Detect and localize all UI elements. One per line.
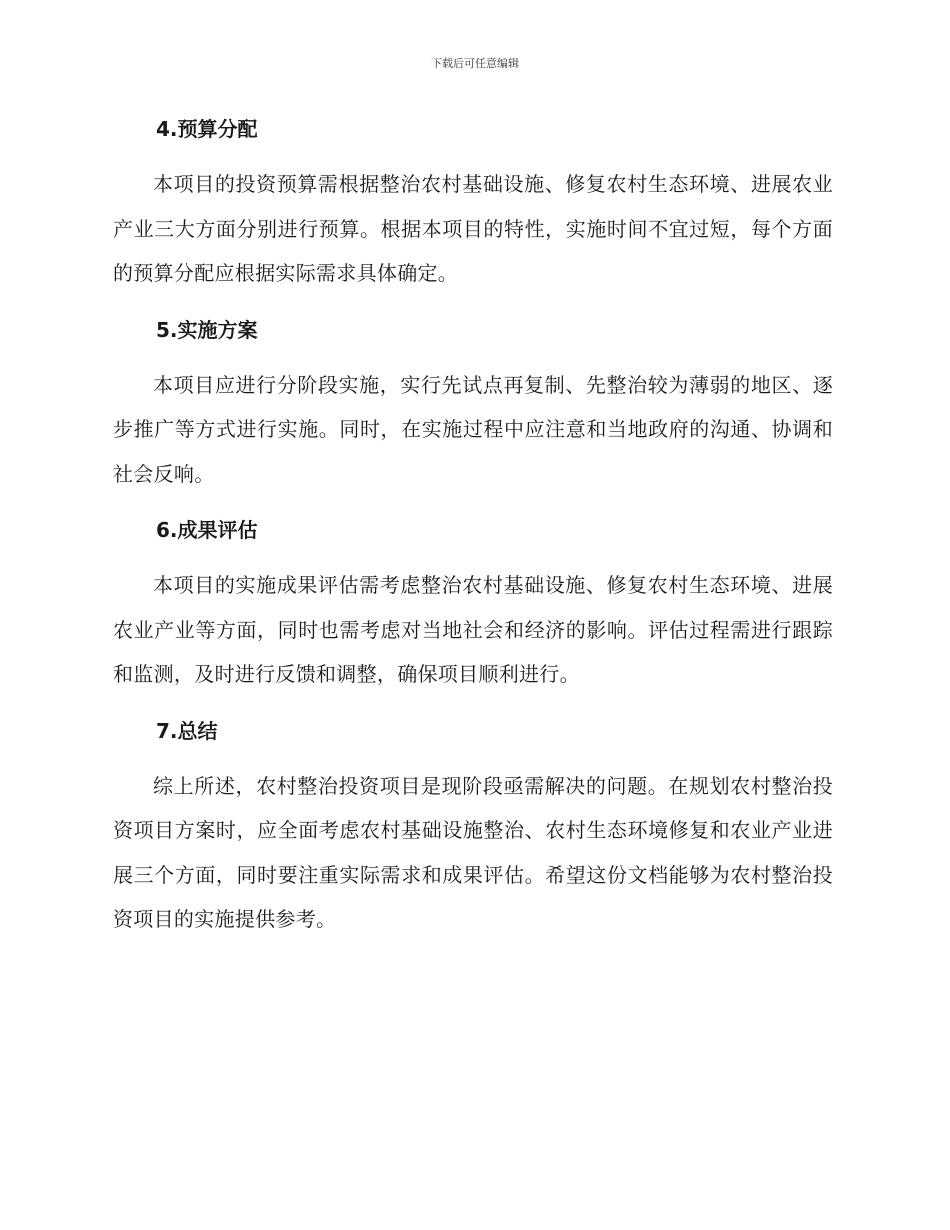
section-body-implementation: 本项目应进行分阶段实施，实行先试点再复制、先整治较为薄弱的地区、逐步推广等方式进行实施。同时，在实施过程中应注意和当地政府的沟通、协调和社会反响。 xyxy=(113,372,833,486)
section-body-evaluation: 本项目的实施成果评估需考虑整治农村基础设施、修复农村生态环境、进展农业产业等方面，同时也需考虑对当地社会和经济的影响。评估过程需进行跟踪和监测，及时进行反馈和调整，确保项目顺利进行。 xyxy=(113,573,833,686)
section-heading-evaluation: 6.成果评估 xyxy=(156,518,258,542)
section-heading-summary: 7.总结 xyxy=(156,718,218,743)
header-note: 下载后可任意编辑 xyxy=(431,57,519,70)
document-content xyxy=(113,112,833,959)
section-heading-implementation: 5.实施方案 xyxy=(156,317,258,342)
section-body-summary: 综上所述，农村整治投资项目是现阶段亟需解决的问题。在规划农村整治投资项目方案时，应全面考虑农村基础设施整治、农村生态环境修复和农业产业进展三个方面，同时要注重实际需求和成果评估。希望这份文档能够为农村整治投资项目的实施提供参考。 xyxy=(113,773,833,931)
section-body-budget: 本项目的投资预算需根据整治农村基础设施、修复农村生态环境、进展农业产业三大方面分别进行预算。根据本项目的特性，实施时间不宜过短，每个方面的预算分配应根据实际需求具体确定。 xyxy=(113,172,833,285)
section-heading-budget: 4.预算分配 xyxy=(156,117,258,141)
